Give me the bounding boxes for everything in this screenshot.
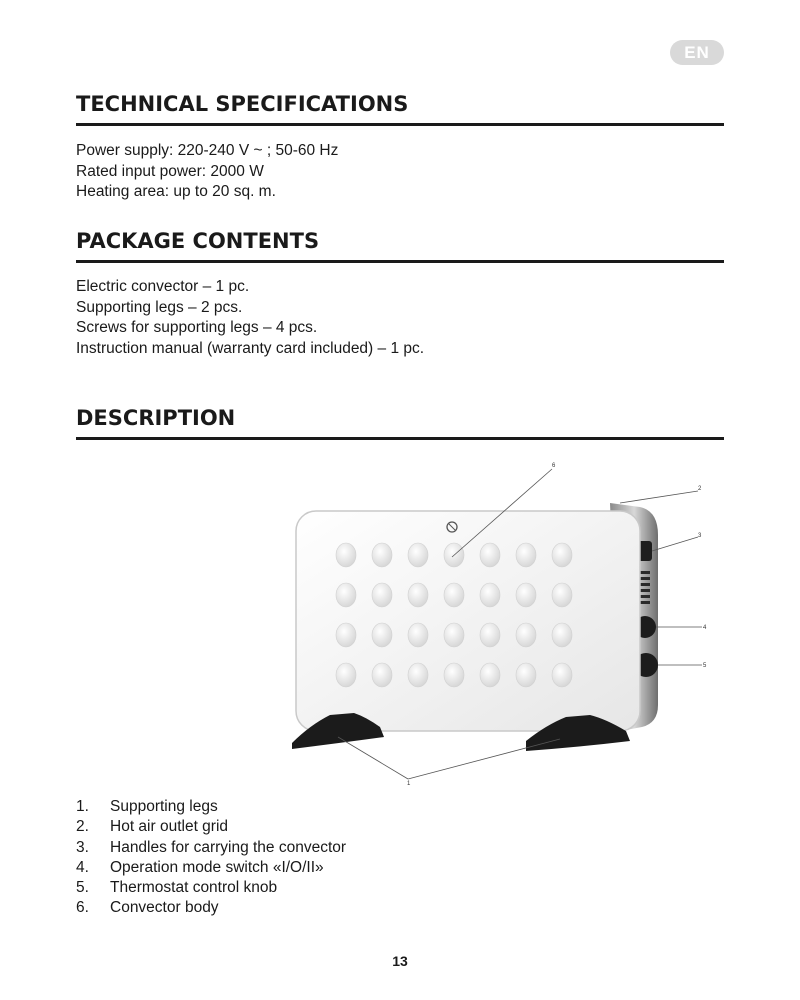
section-divider bbox=[76, 123, 724, 126]
convector-diagram bbox=[280, 455, 720, 795]
spec-line: Rated input power: 2000 W bbox=[76, 162, 264, 180]
spec-line: Heating area: up to 20 sq. m. bbox=[76, 183, 276, 200]
page-number: 13 bbox=[392, 953, 408, 969]
outlet-dimple bbox=[372, 623, 392, 647]
callout-3: 3 bbox=[698, 533, 702, 539]
outlet-dimple bbox=[480, 623, 500, 647]
callout-5: 5 bbox=[703, 663, 707, 669]
outlet-dimple bbox=[336, 583, 356, 607]
description-heading: DESCRIPTION bbox=[76, 406, 236, 430]
outlet-dimple bbox=[408, 583, 428, 607]
outlet-dimple bbox=[516, 663, 536, 687]
callout-4: 4 bbox=[703, 625, 707, 631]
list-item: 2. Hot air outlet grid bbox=[76, 818, 229, 836]
outlet-dimple bbox=[552, 583, 572, 607]
callout-6: 6 bbox=[552, 463, 556, 469]
outlet-dimple bbox=[516, 623, 536, 647]
outlet-dimple bbox=[480, 583, 500, 607]
list-item: 6. Convector body bbox=[76, 899, 219, 917]
outlet-dimple bbox=[480, 663, 500, 687]
outlet-dimple bbox=[408, 623, 428, 647]
outlet-dimple bbox=[552, 663, 572, 687]
package-line: Screws for supporting legs – 4 pcs. bbox=[76, 319, 318, 336]
outlet-dimple bbox=[372, 583, 392, 607]
outlet-dimple bbox=[552, 543, 572, 567]
package-contents-list bbox=[76, 277, 424, 359]
spec-line: Power supply: 220-240 V ~ ; 50-60 Hz bbox=[76, 142, 339, 159]
outlet-dimple bbox=[336, 623, 356, 647]
outlet-dimple bbox=[552, 623, 572, 647]
outlet-dimple bbox=[444, 623, 464, 647]
package-line: Electric convector – 1 pc. bbox=[76, 278, 250, 295]
outlet-dimple bbox=[408, 543, 428, 567]
package-contents-heading: PACKAGE CONTENTS bbox=[76, 229, 320, 253]
language-badge: EN bbox=[670, 40, 724, 65]
outlet-dimple bbox=[480, 543, 500, 567]
list-item: 5. Thermostat control knob bbox=[76, 879, 278, 897]
convector-illustration bbox=[280, 455, 720, 795]
outlet-dimple bbox=[336, 663, 356, 687]
callout-1: 1 bbox=[407, 781, 411, 787]
outlet-dimple bbox=[336, 543, 356, 567]
list-item: 1. Supporting legs bbox=[76, 798, 218, 815]
outlet-dimple bbox=[444, 663, 464, 687]
technical-specifications-list bbox=[76, 141, 338, 203]
outlet-dimple bbox=[372, 543, 392, 567]
technical-specifications-heading: TECHNICAL SPECIFICATIONS bbox=[76, 92, 409, 116]
section-divider bbox=[76, 437, 724, 440]
outlet-dimple bbox=[444, 583, 464, 607]
outlet-dimple bbox=[408, 663, 428, 687]
list-item: 3. Handles for carrying the convector bbox=[76, 838, 347, 856]
parts-list bbox=[76, 797, 346, 919]
outlet-dimple bbox=[516, 543, 536, 567]
section-divider bbox=[76, 260, 724, 263]
package-line: Supporting legs – 2 pcs. bbox=[76, 298, 243, 316]
package-line: Instruction manual (warranty card included) – 1 pc. bbox=[76, 339, 425, 357]
outlet-dimple bbox=[516, 583, 536, 607]
list-item: 4. Operation mode switch «I/O/II» bbox=[76, 858, 324, 876]
outlet-dimple bbox=[372, 663, 392, 687]
callout-2: 2 bbox=[698, 486, 702, 492]
